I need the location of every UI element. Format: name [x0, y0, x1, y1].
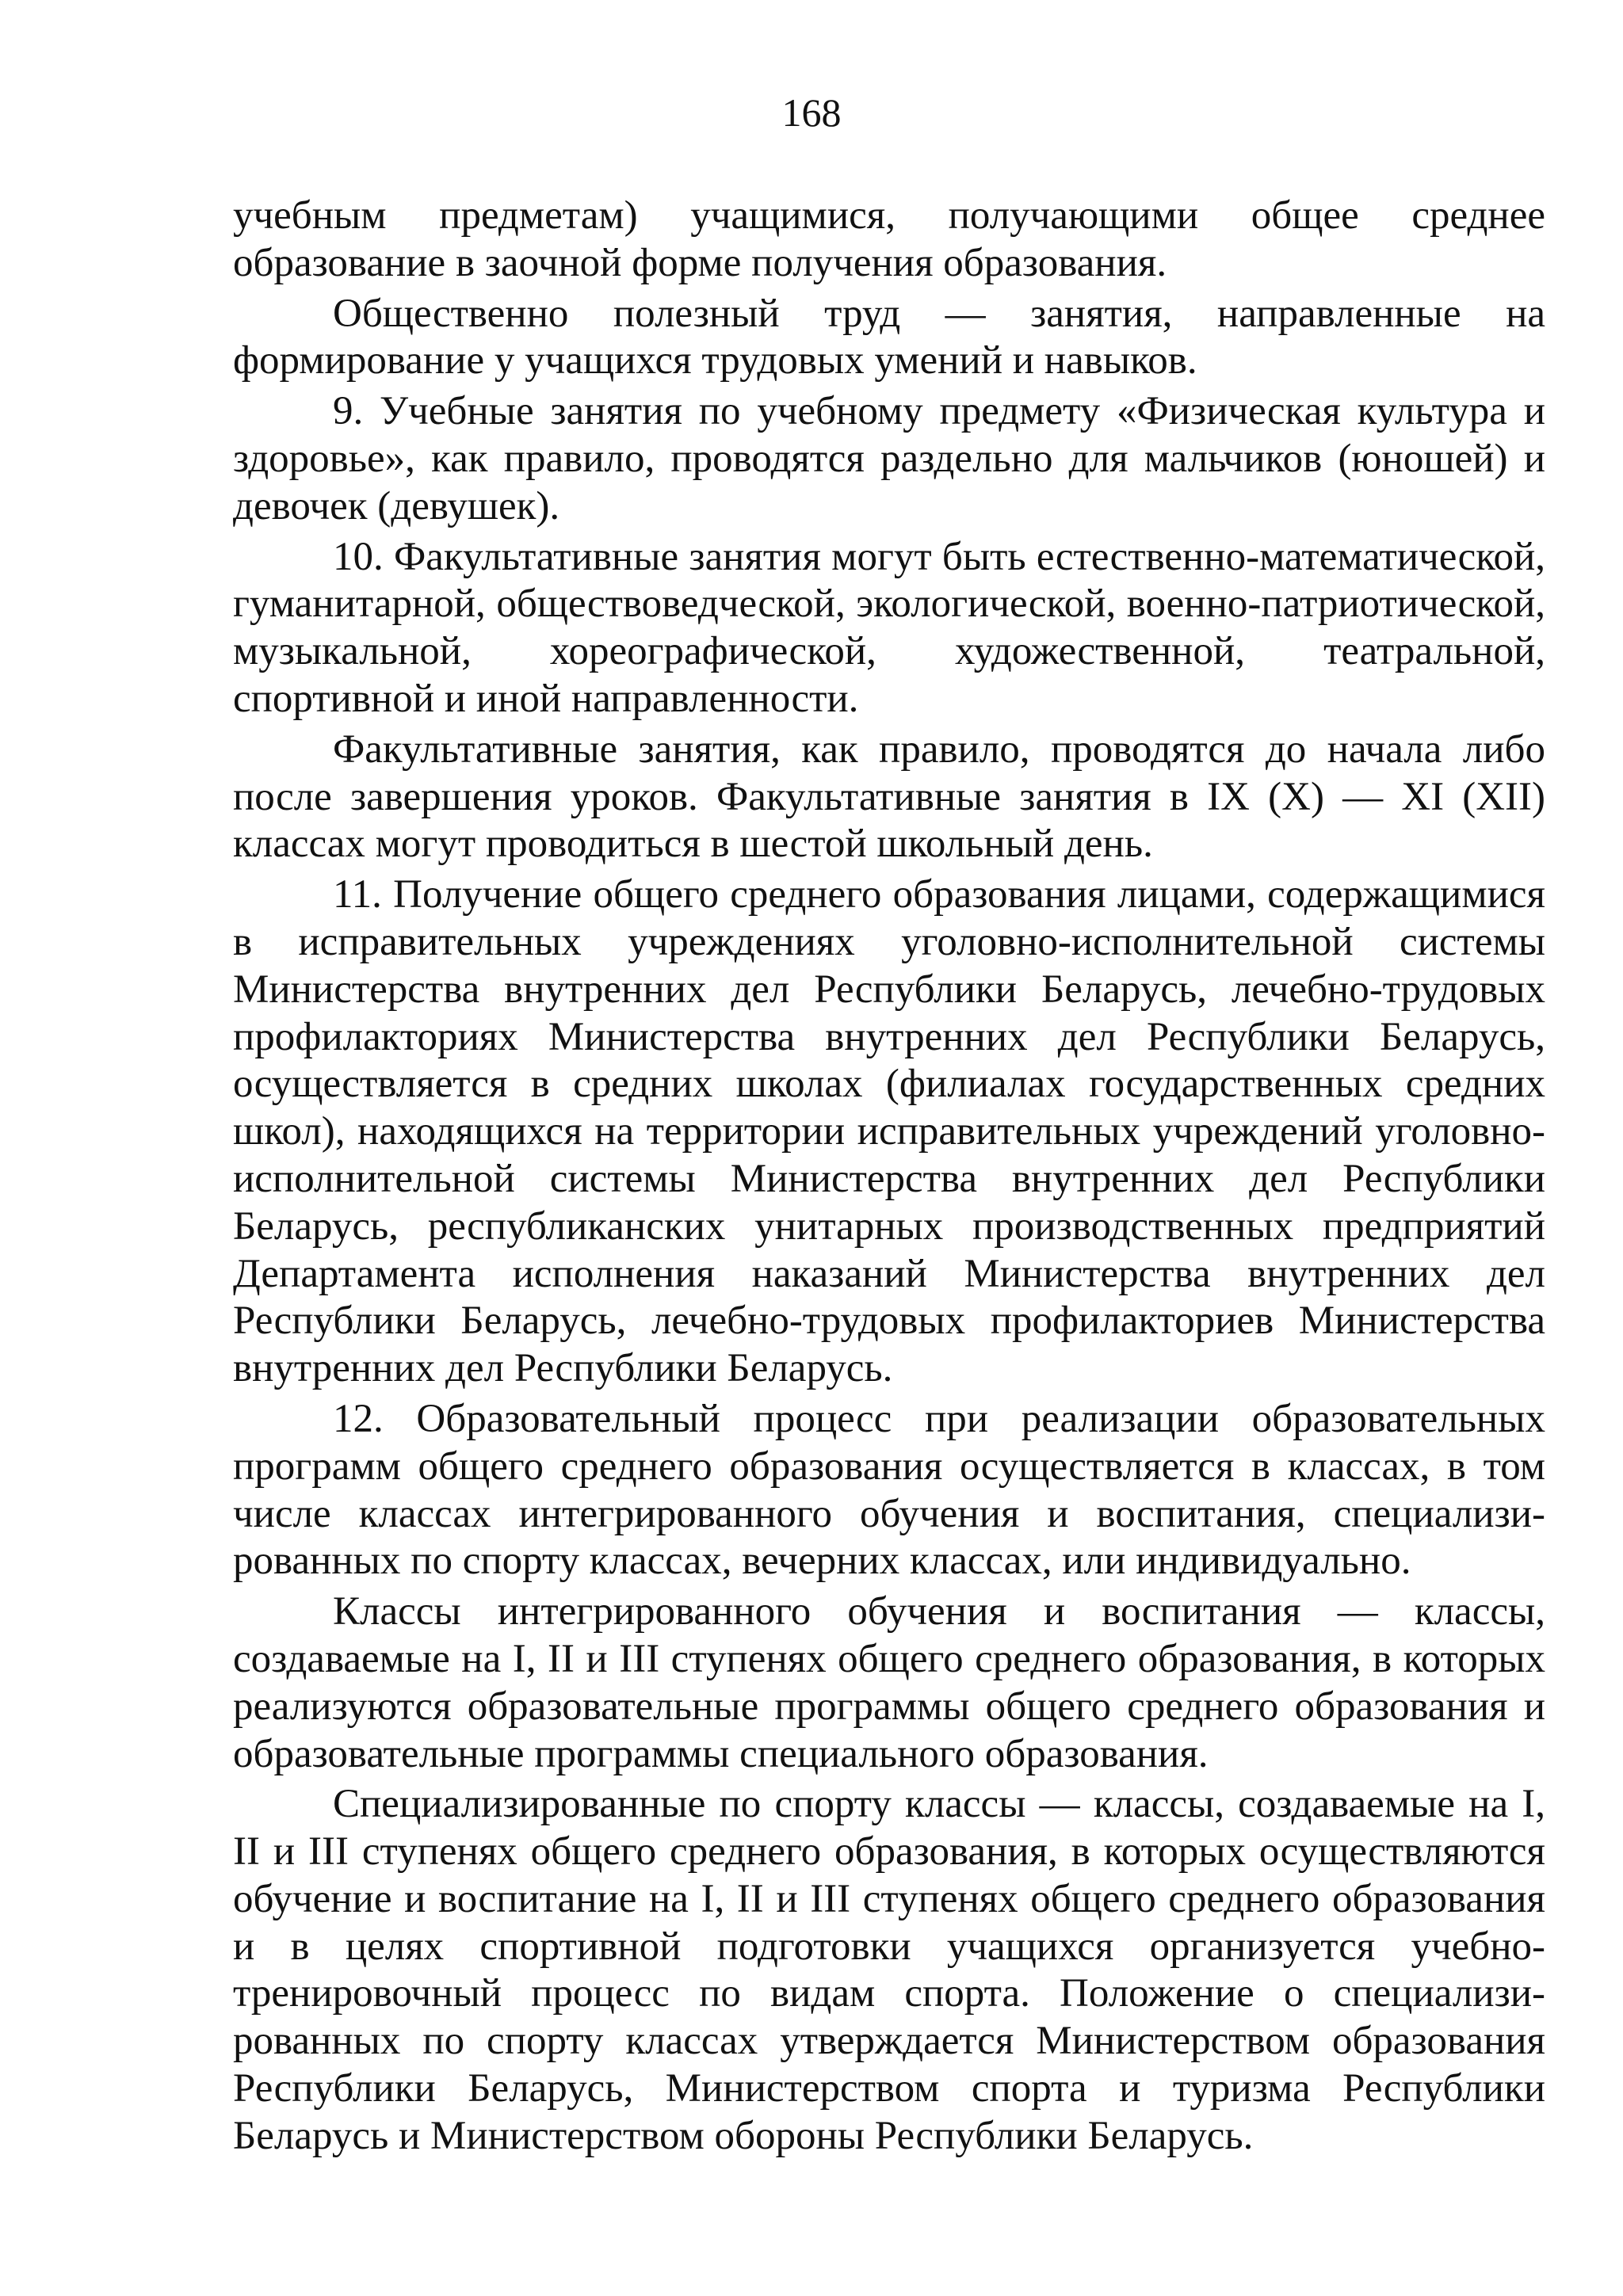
- paragraph-item-11: 11. Получение общего среднего образования лицами, содержащимися в исправительных учреждениях уголовно-исполнительной системы Министерства внутренних дел Республики Беларусь, лечебно-трудовых профилакториях Министерства внутренних дел Республики Беларусь, осуществляется в средних школах (филиалах государственных средних школ), находящихся на территории исправительных учреждений уголовно-исполнительной системы Министерства внутренних дел Республики Беларусь, республиканских унитарных производственных предприятий Департамента исполнения наказаний Министерства внутренних дел Республики Беларусь, лечебно-трудовых профилакториев Министерства внутренних дел Республики Беларусь.: [233, 872, 1545, 1391]
- paragraph-sports-classes: Специализированные по спорту классы — классы, создаваемые на I, II и III ступенях общего среднего образования, в которых осуществляются обучение и воспитание на I, II и III ступенях общего среднего образования и в целях спортивной подготовки учащихся организуется учебно-тренировочный процесс по видам спорта. Положение о специализированных по спорту классах утверждается Министерством образования Республики Беларусь, Министерством спорта и туризма Республики Беларусь и Министерством обороны Республики Беларусь.: [233, 1782, 1545, 2158]
- paragraph-electives: Факультативные занятия, как правило, проводятся до начала либо после завершения уроков. Факультативные занятия в IX (X) — XI (XII) классах могут проводиться в шестой школьный день.: [233, 727, 1545, 867]
- paragraph-item-9: 9. Учебные занятия по учебному предмету «Физическая культура и здоровье», как правило, проводятся раздельно для мальчиков (юношей) и девочек (девушек).: [233, 389, 1545, 528]
- paragraph-item-12: 12. Образовательный процесс при реализации образовательных программ общего среднего образования осуществляется в классах, в том числе классах интегрированного обучения и воспитания, специализированных по спорту классах, вечерних классах, или индивидуально.: [233, 1396, 1545, 1584]
- paragraph-continuation: учебным предметам) учащимися, получающими общее среднее образование в заочной форме получения образования.: [233, 193, 1545, 285]
- paragraph-item-10: 10. Факультативные занятия могут быть естественно-математической, гуманитарной, обществоведческой, экологической, военно-патриотической, музыкальной, хореографической, художественной, театральной, спортивной и иной направленности.: [233, 534, 1545, 721]
- paragraph-socially-useful-labor: Общественно полезный труд — занятия, направленные на формирование у учащихся трудовых умений и навыков.: [233, 291, 1545, 383]
- body-text: [233, 193, 1545, 2164]
- paragraph-integrated-classes: Классы интегрированного обучения и воспитания — классы, создаваемые на I, II и III ступенях общего среднего образования, в которых реализуются образовательные программы общего среднего образования и образовательные программы специального образования.: [233, 1589, 1545, 1776]
- page-number: 168: [781, 90, 842, 135]
